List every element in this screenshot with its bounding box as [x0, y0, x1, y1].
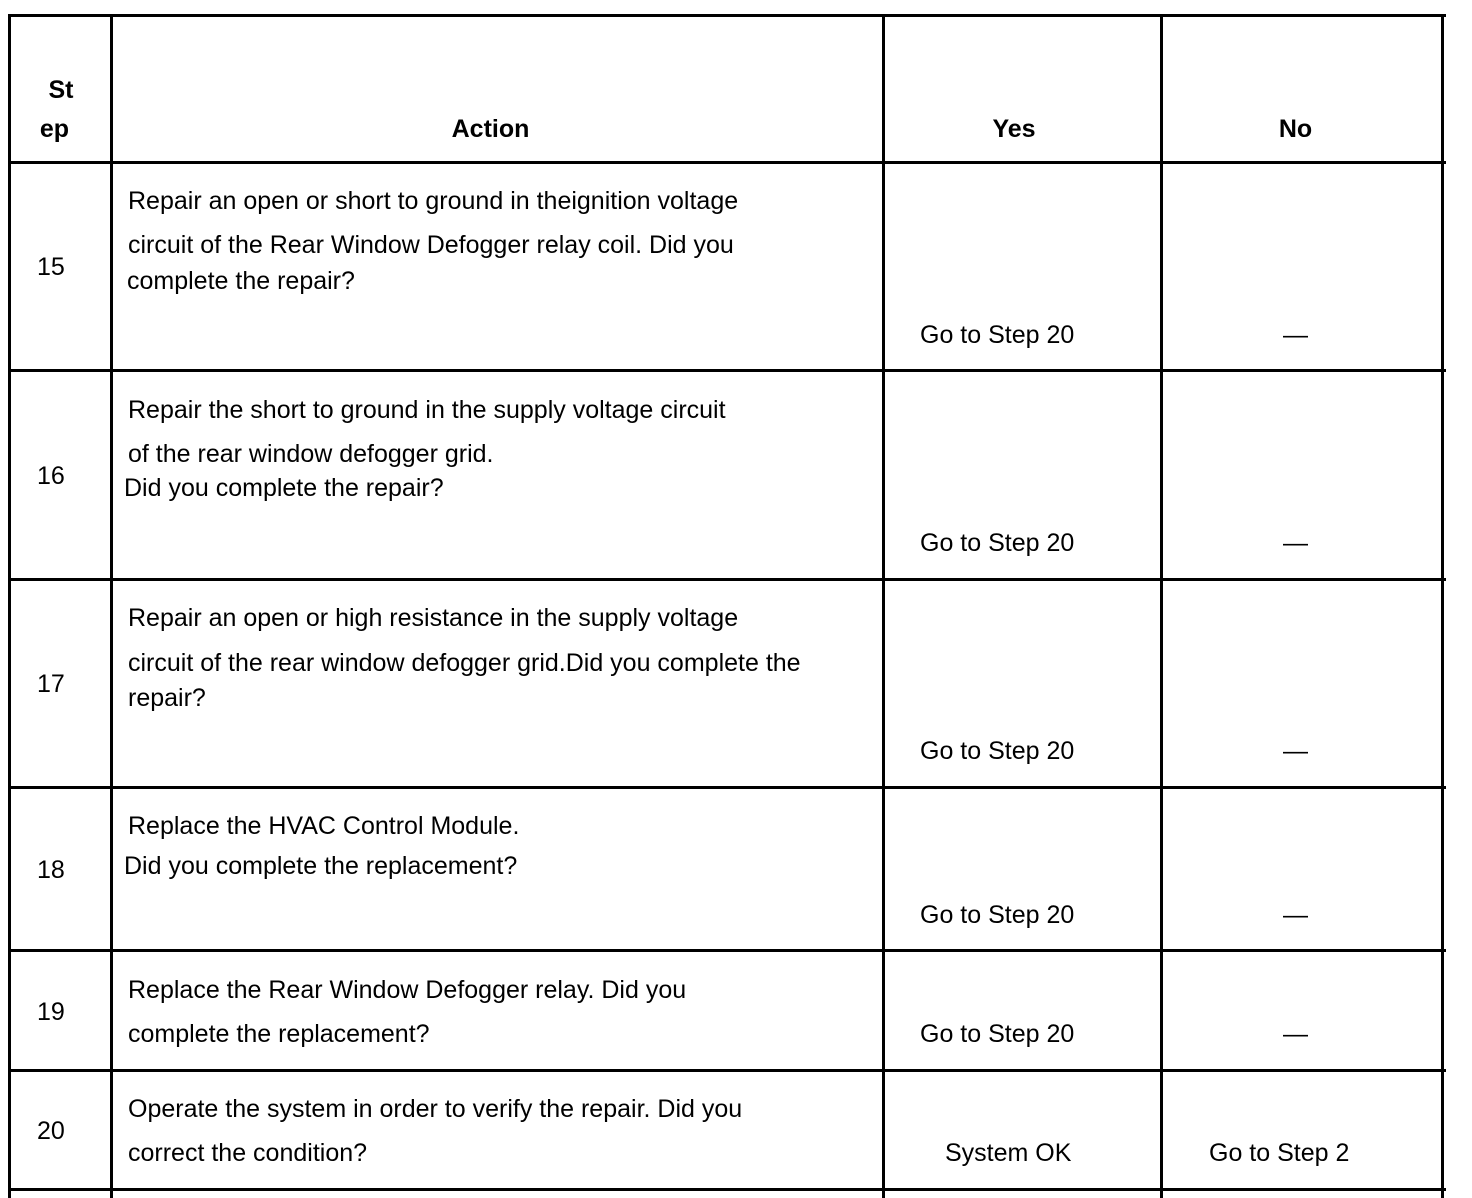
action-text-line: Repair the short to ground in the supply voltage circuit [128, 396, 726, 424]
action-text-line: Repair an open or short to ground in theignition voltage [128, 187, 739, 215]
header-action: Action [451, 115, 530, 143]
yes-result: Go to Step 20 [920, 1020, 1075, 1048]
step-number: 18 [37, 856, 65, 884]
action-text-line: circuit of the Rear Window Defogger relay coil. Did you [128, 231, 734, 259]
yes-result: Go to Step 20 [920, 529, 1075, 557]
header-yes: Yes [992, 115, 1036, 143]
step-number: 17 [37, 670, 65, 698]
table-border-right [1441, 14, 1444, 1198]
action-text-line: Replace the Rear Window Defogger relay. Did you [128, 976, 687, 1004]
step-number: 19 [37, 998, 65, 1026]
action-text-line: Replace the HVAC Control Module. [128, 812, 520, 840]
column-divider-step-action [110, 14, 113, 1198]
no-result: — [1283, 901, 1308, 929]
table-border-top [9, 14, 1446, 17]
step-number: 15 [37, 253, 65, 281]
action-text-line: Operate the system in order to verify the repair. Did you [128, 1095, 743, 1123]
no-result: — [1283, 1020, 1308, 1048]
table-border-left [8, 14, 11, 1198]
action-text-line: Did you complete the repair? [124, 474, 444, 502]
no-result: — [1283, 737, 1308, 765]
row-divider [9, 161, 1446, 164]
row-divider [9, 578, 1446, 581]
no-result: — [1283, 529, 1308, 557]
action-text-line: Did you complete the replacement? [124, 852, 518, 880]
header-step-line2: ep [39, 115, 70, 143]
action-text-line: repair? [128, 684, 206, 712]
action-text-line: circuit of the rear window defogger grid.Did you complete the [128, 649, 801, 677]
yes-result: Go to Step 20 [920, 321, 1075, 349]
action-text-line: Repair an open or high resistance in the supply voltage [128, 604, 739, 632]
row-divider [9, 786, 1446, 789]
header-step-line1: St [48, 76, 74, 104]
action-text-line: complete the replacement? [128, 1020, 430, 1048]
yes-result: System OK [945, 1139, 1072, 1167]
action-text-line: of the rear window defogger grid. [128, 440, 494, 468]
yes-result: Go to Step 20 [920, 737, 1075, 765]
yes-result: Go to Step 20 [920, 901, 1075, 929]
row-divider [9, 1069, 1446, 1072]
no-result: Go to Step 2 [1209, 1139, 1350, 1167]
no-result: — [1283, 321, 1308, 349]
row-divider [9, 369, 1446, 372]
header-no: No [1278, 115, 1313, 143]
step-number: 16 [37, 462, 65, 490]
step-number: 20 [37, 1117, 65, 1145]
column-divider-action-yes [882, 14, 885, 1198]
action-text-line: correct the condition? [128, 1139, 368, 1167]
table-border-bottom [9, 1188, 1446, 1191]
action-text-line: complete the repair? [127, 267, 355, 295]
row-divider [9, 949, 1446, 952]
